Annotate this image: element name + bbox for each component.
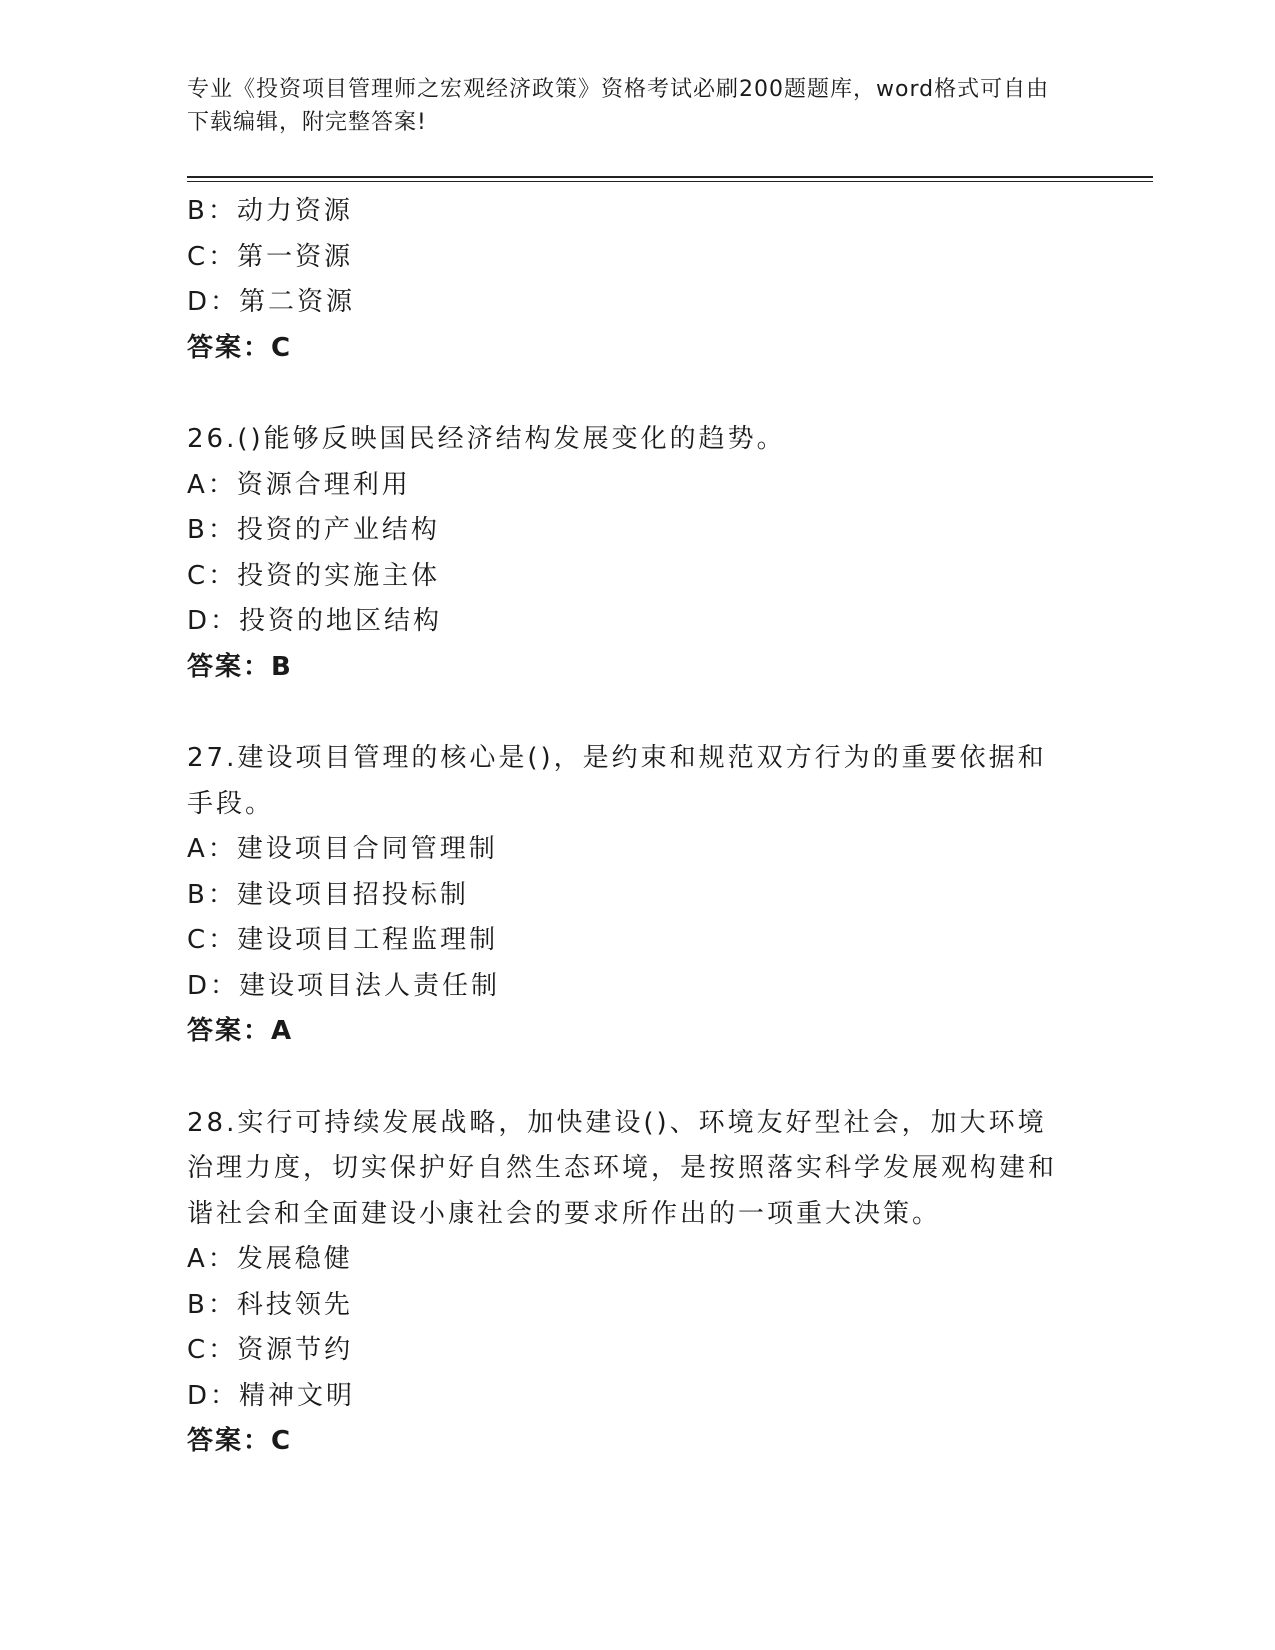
question-28: [187, 1101, 1067, 1465]
option-a: A：资源合理利用: [187, 469, 411, 500]
option-b: B：建设项目招投标制: [187, 879, 469, 910]
answer: 答案：C: [187, 332, 293, 363]
header-divider-thin: [187, 181, 1153, 182]
option-c: C：第一资源: [187, 241, 354, 272]
option-a: A：建设项目合同管理制: [187, 834, 498, 864]
option-d: D：投资的地区结构: [187, 606, 443, 636]
option-d: D：第二资源: [187, 287, 356, 317]
question-stem: 27.建设项目管理的核心是()，是约束和规范双方行为的重要依据和手段。: [187, 743, 1047, 819]
header-divider-thick: [187, 176, 1153, 178]
answer: 答案：C: [187, 1426, 293, 1456]
question-25-continued: [187, 189, 1067, 371]
question-stem: 26.()能够反映国民经济结构发展变化的趋势。: [187, 424, 786, 454]
document-header: 专业《投资项目管理师之宏观经济政策》资格考试必刷200题题库，word格式可自由下载编辑，附完整答案!: [187, 77, 1050, 135]
question-stem: 28.实行可持续发展战略，加快建设()、环境友好型社会，加大环境治理力度，切实保护好自然生态环境，是按照落实科学发展观构建和谐社会和全面建设小康社会的要求所作出的一项重大决策。: [187, 1107, 1058, 1229]
option-d: D：建设项目法人责任制: [187, 970, 501, 1001]
option-a: A：发展稳健: [187, 1244, 353, 1274]
question-list: [187, 189, 1067, 1465]
option-b: B：投资的产业结构: [187, 515, 440, 545]
question-26: [187, 417, 1067, 690]
question-27: [187, 736, 1067, 1055]
option-b: B：动力资源: [187, 196, 353, 226]
answer: 答案：A: [187, 1016, 294, 1046]
option-c: C：资源节约: [187, 1335, 354, 1365]
option-b: B：科技领先: [187, 1289, 353, 1320]
answer: 答案：B: [187, 651, 293, 682]
option-c: C：投资的实施主体: [187, 560, 441, 591]
option-c: C：建设项目工程监理制: [187, 925, 499, 955]
option-d: D：精神文明: [187, 1380, 356, 1411]
